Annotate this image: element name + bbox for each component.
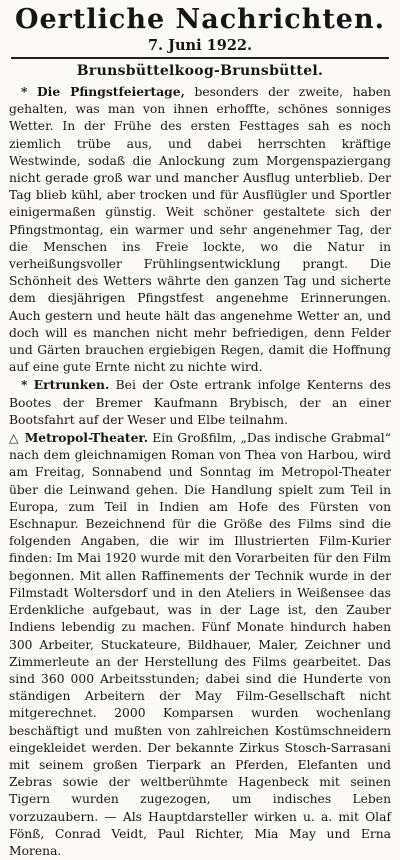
article-body: Ein Großfilm, „Das indische Grabmal“ nach dem gleichnamigen Roman von Thea von Harbou, wird am Freitag, Sonnabend und Sonntag im Metropol-Theater über die Leinwand gehen. Die Handlung spielt zum Teil in Europa, zum Teil in Indien am Hofe des Fürsten von Eschnapur. Bezeichnend für die Größe des Films sind die folgenden Angaben, die wir im Illustrierten Film-Kurier finden: Im Mai 1920 wurde mit den Vorarbeiten für den Film begonnen. Mit allen Raffinements der Technik wurde in der Filmstadt Woltersdorf und in den Ateliers in Weißensee das Erdenkliche aufgebaut, was in der Lage ist, den Zauber Indiens lebendig zu machen. Fünf Monate hindurch haben 300 Arbeiter, Stuckateure, Bildhauer, Maler, Zeichner und Zimmerleute an der Herstellung des Films gearbeitet. Das sind 360 000 Arbeitsstunden; dabei sind die Hunderte von ständigen Arbeitern der May Film-Gesellschaft nicht mitgerechnet. 2000 Komparsen wurden wochenlang beschäftigt und mußten von zahlreichen Kostümschneidern eingekleidet werden. Der bekannte Zirkus Stosch-Sarrasani mit seinem großen Tierpark an Pferden, Elefanten und Zebras sowie der weltberühmte Hagenbeck mit seinen Tigern wurden zugezogen, um indisches Leben vorzuzaubern. — Als Hauptdarsteller wirken u. a. mit Olaf Fönß, Conrad Veidt, Paul Richter, Mia May und Erna Morena.	[9, 431, 391, 858]
article-metropol-theater	[9, 429, 391, 860]
article-lead: Die Pfingstfeiertage,	[37, 84, 185, 99]
article-pfingstfeiertage	[9, 83, 391, 376]
header-rule	[11, 57, 389, 59]
section-masthead: Oertliche Nachrichten.	[14, 4, 386, 35]
locality-heading: Brunsbüttelkoog-Brunsbüttel.	[76, 63, 324, 79]
article-lead: Ertrunken.	[33, 377, 110, 393]
issue-date: 7. Juni 1922.	[147, 37, 253, 54]
article-lead: Metropol-Theater.	[24, 430, 149, 446]
article-body: Bei der Oste ertrank infolge Kenterns des Bootes der Bremer Kaufmann Brybisch, der an einer Bootsfahrt auf der Weser und Elbe teilnahm.	[9, 378, 391, 427]
triangle-marker-icon: △	[9, 430, 19, 446]
article-marker: *	[21, 377, 28, 393]
article-marker: *	[21, 84, 28, 99]
article-body: besonders der zweite, haben gehalten, was man von ihnen erhoffte, schönes sonniges Wetter. In der Frühe des ersten Festtages sah es noch ziemlich trübe aus, und dabei herrschten kräftige Westwinde, sodaß die Anlockung zum Morgenspaziergang nicht gerade groß war und mancher Ausflug unterblieb. Der Tag blieb kühl, aber trocken und für Ausflügler und Sportler einigermaßen günstig. Weit schöner gestaltete sich der Pfingstmontag, ein warmer und sehr angenehmer Tag, der die Menschen ins Freie lockte, wo die Natur in verheißungsvoller Frühlingsentwicklung prangt. Die Schönheit des Wetters währte den ganzen Tag und sicherte dem diesjährigen Pfingstfest angenehme Erinnerungen. Auch gestern und heute hält das angenehme Wetter an, und doch will es manchen nicht mehr befriedigen, denn Felder und Gärten brauchen ergiebigen Regen, damit die Hoffnung auf eine gute Ernte nicht zu nichte wird.	[9, 85, 391, 375]
article-ertrunken	[9, 376, 391, 429]
